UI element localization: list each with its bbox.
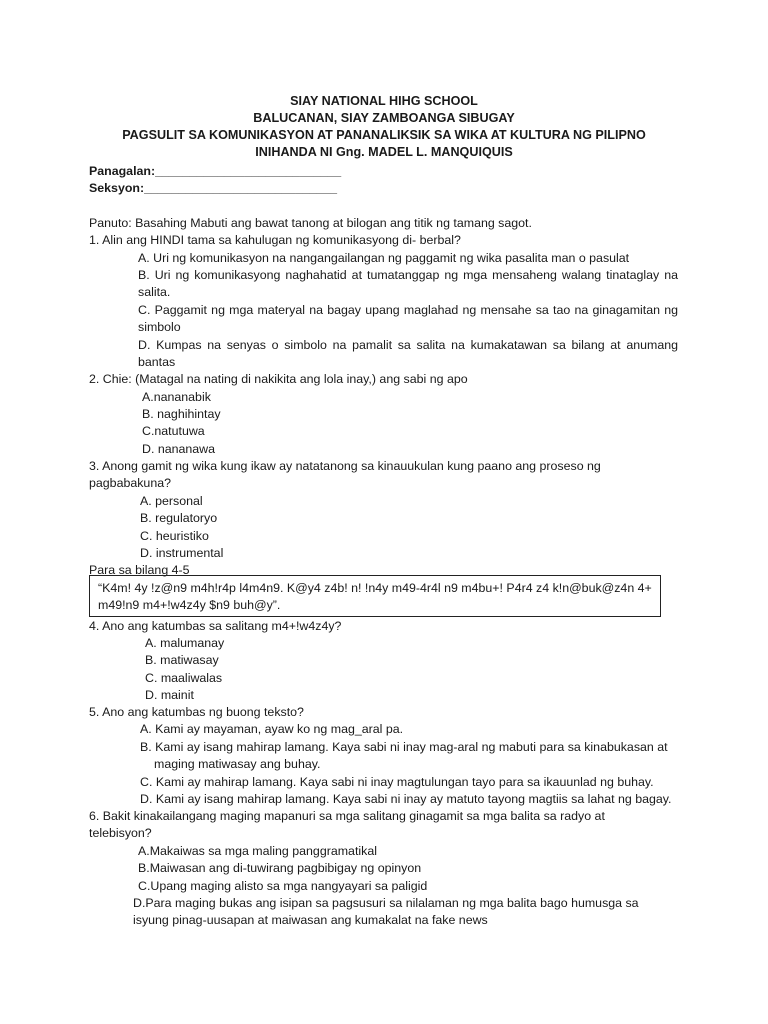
q3-option-a: A. personal [140, 494, 203, 508]
question-2: 2. Chie: (Matagal na nating di nakikita ang lola inay,) ang sabi ng apo [89, 372, 468, 386]
question-5: 5. Ano ang katumbas ng buong teksto? [89, 705, 304, 719]
prepared-by: INIHANDA NI Gng. MADEL L. MANQUIQUIS [255, 145, 513, 159]
name-field[interactable]: Panagalan:___________________________ [89, 164, 342, 178]
passage-label: Para sa bilang 4-5 [89, 563, 190, 577]
q6-option-a: A.Makaiwas sa mga maling panggramatikal [138, 844, 377, 858]
q6-option-b: B.Maiwasan ang di-tuwirang pagbibigay ng opinyon [138, 861, 422, 875]
q4-option-b: B. matiwasay [145, 653, 219, 667]
q6-option-d-cont: isyung pinag-uusapan at maiwasan ang kumakalat na fake news [133, 913, 488, 927]
school-name: SIAY NATIONAL HIHG SCHOOL [290, 94, 478, 108]
coded-passage-line-1: “K4m! 4y !z@n9 m4h!r4p l4m4n9. K@y4 z4b! n! !n4y m49-4r4l n9 m4bu+! P4r4 z4 k!n@buk@z4n 4+ [98, 581, 652, 595]
question-3-cont: pagbabakuna? [89, 476, 171, 490]
q6-option-c: C.Upang maging alisto sa mga nangyayari sa paligid [138, 879, 428, 893]
q4-option-d: D. mainit [145, 688, 194, 702]
q2-option-c: C.natutuwa [142, 424, 205, 438]
question-6: 6. Bakit kinakailangang maging mapanuri sa mga salitang ginagamit sa mga balita sa radyo at [89, 809, 605, 823]
q6-option-d: D.Para maging bukas ang isipan sa pagsusuri sa nilalaman ng mga balita bago humusga sa [133, 896, 639, 910]
question-1: 1. Alin ang HINDI tama sa kahulugan ng komunikasyong di- berbal? [89, 233, 461, 247]
q2-option-b: B. naghihintay [142, 407, 221, 421]
q1-option-c: C. Paggamit ng mga materyal na bagay upang maglahad ng mensahe sa tao na ginagamitan ng [138, 303, 678, 317]
q5-option-a: A. Kami ay mayaman, ayaw ko ng mag_aral pa. [140, 722, 404, 736]
school-address: BALUCANAN, SIAY ZAMBOANGA SIBUGAY [253, 111, 515, 125]
question-6-cont: telebisyon? [89, 826, 152, 840]
q5-option-b-cont: maging matiwasay ang buhay. [154, 757, 321, 771]
instructions: Panuto: Basahing Mabuti ang bawat tanong at bilogan ang titik ng tamang sagot. [89, 216, 532, 230]
q1-option-d: D. Kumpas na senyas o simbolo na pamalit sa salita na kumakatawan sa bilang at anumang [138, 338, 678, 352]
q5-option-b: B. Kami ay isang mahirap lamang. Kaya sabi ni inay mag-aral ng mabuti para sa kinabukasan at [140, 740, 668, 754]
q4-option-c: C. maaliwalas [145, 671, 223, 685]
q2-option-d: D. nananawa [142, 442, 216, 456]
question-4: 4. Ano ang katumbas sa salitang m4+!w4z4y? [89, 619, 342, 633]
q1-option-a: A. Uri ng komunikasyon na nangangailangan ng paggamit ng wika pasalita man o pasulat [138, 251, 630, 265]
q5-option-d: D. Kami ay isang mahirap lamang. Kaya sabi ni inay ay matuto tayong magtiis sa lahat ng bagay. [140, 792, 672, 806]
exam-title: PAGSULIT SA KOMUNIKASYON AT PANANALIKSIK SA WIKA AT KULTURA NG PILIPNO [122, 128, 646, 142]
q1-option-b: B. Uri ng komunikasyong naghahatid at tumatanggap ng mga mensaheng walang tinataglay na [138, 268, 678, 282]
q3-option-b: B. regulatoryo [140, 511, 218, 525]
section-field[interactable]: Seksyon:____________________________ [89, 181, 338, 195]
q1-option-d-cont: bantas [138, 355, 176, 369]
q4-option-a: A. malumanay [145, 636, 225, 650]
q5-option-c: C. Kami ay mahirap lamang. Kaya sabi ni inay magtulungan tayo para sa ikauunlad ng buhay. [140, 775, 654, 789]
q1-option-b-cont: salita. [138, 285, 171, 299]
q2-option-a: A.nananabik [142, 390, 211, 404]
coded-passage-line-2: m49!n9 m4+!w4z4y $n9 buh@y”. [98, 598, 281, 612]
q3-option-d: D. instrumental [140, 546, 224, 560]
q3-option-c: C. heuristiko [140, 529, 209, 543]
question-3: 3. Anong gamit ng wika kung ikaw ay natatanong sa kinauukulan kung paano ang proseso ng [89, 459, 601, 473]
q1-option-c-cont: simbolo [138, 320, 181, 334]
